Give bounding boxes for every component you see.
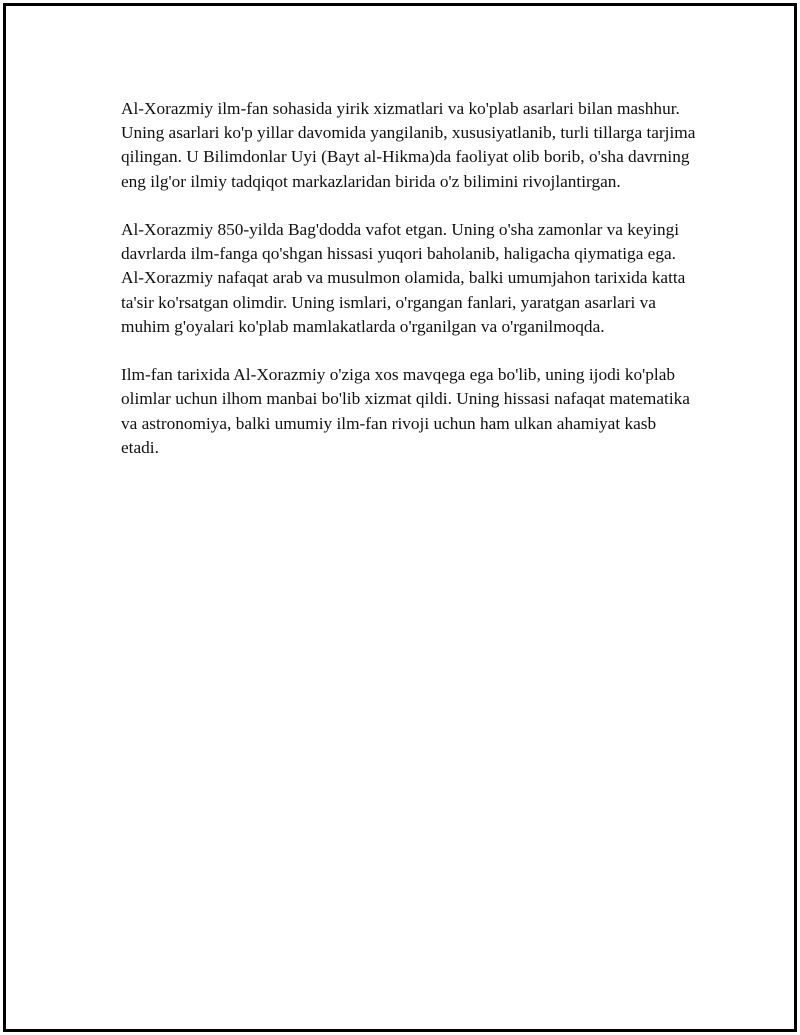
page-border — [3, 3, 797, 1032]
paragraph-3: Ilm-fan tarixida Al-Xorazmiy o'ziga xos mavqega ega bo'lib, uning ijodi ko'plab olimlar uchun ilhom manbai bo'lib xizmat qildi. Uning hissasi nafaqat matematika va astronomiya, balki umumiy ilm-fan rivoji uchun ham ulkan ahamiyat kasb etadi. — [121, 365, 690, 457]
paragraph-1: Al-Xorazmiy ilm-fan sohasida yirik xizmatlari va ko'plab asarlari bilan mashhur. Uning asarlari ko'p yillar davomida yangilanib, xususiyatlanib, turli tillarga tarjima qilingan. U Bilimdonlar Uyi (Bayt al-Hikma)da faoliyat olib borib, o'sha davrning eng ilg'or ilmiy tadqiqot markazlaridan birida o'z bilimini rivojlantirgan. — [121, 99, 696, 191]
paragraph-2: Al-Xorazmiy 850-yilda Bag'dodda vafot etgan. Uning o'sha zamonlar va keyingi davrlarda ilm-fanga qo'shgan hissasi yuqori baholanib, haligacha qiymatiga ega. Al-Xorazmiy nafaqat arab va musulmon olamida, balki umumjahon tarixida katta ta'sir ko'rsatgan olimdir. Uning ismlari, o'rgangan fanlari, yaratgan asarlari va muhim g'oyalari ko'plab mamlakatlarda o'rganilgan va o'rganilmoqda. — [121, 220, 686, 336]
document-body — [121, 97, 696, 484]
